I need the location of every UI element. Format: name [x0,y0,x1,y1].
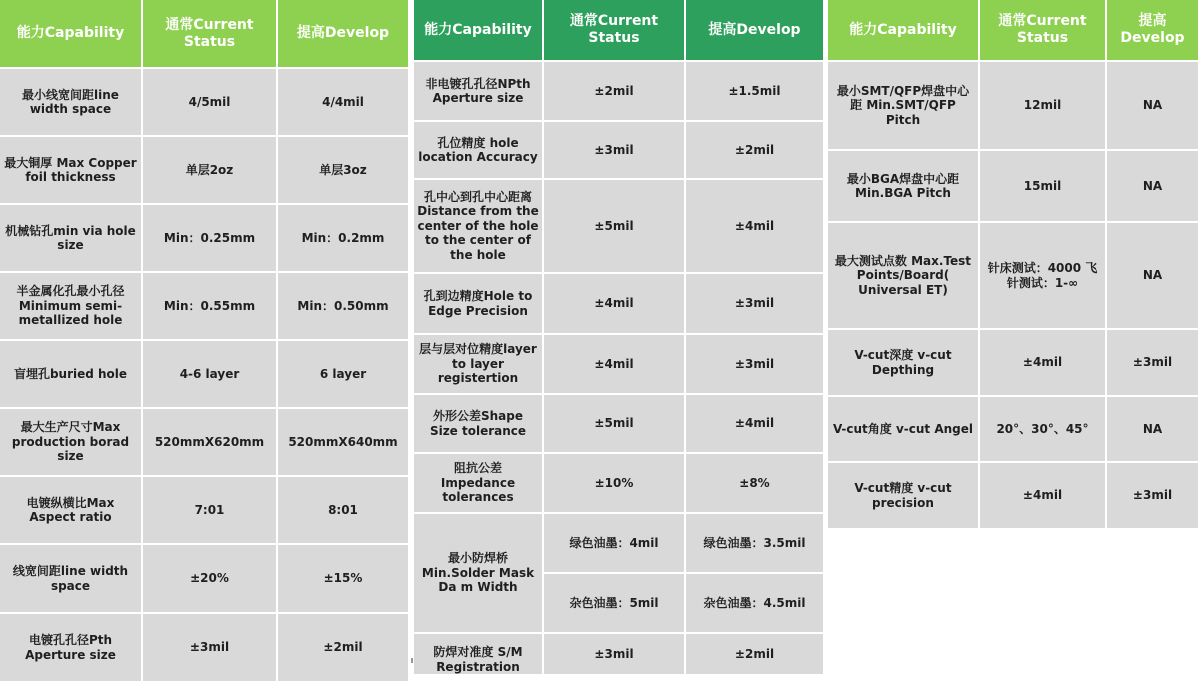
develop-cell: ±2mil [686,122,825,180]
table-header-row [0,0,410,69]
table-row [0,69,410,137]
current-status-cell: ±20% [143,545,278,614]
current-status-cell: ±10% [544,454,686,514]
table-row [0,205,410,273]
current-status-cell: ±5mil [544,395,686,454]
develop-cell: ±1.5mil [686,62,825,122]
capability-cell: V-cut精度 v-cut precision [828,463,980,530]
develop-cell: NA [1107,397,1200,463]
table-header-row [828,0,1200,62]
capability-cell: 盲埋孔buried hole [0,341,143,409]
current-status-cell: 15mil [980,151,1107,223]
capability-cell: 防焊对准度 S/M Registration [414,634,544,676]
develop-cell: 单层3oz [278,137,410,205]
develop-cell: 绿色油墨：3.5mil [686,514,825,574]
capability-cell: 最大测试点数 Max.Test Points/Board( Universal ET) [828,223,980,330]
capability-cell: 孔到边精度Hole to Edge Precision [414,274,544,335]
develop-cell: ±4mil [686,180,825,274]
capability-cell: 电镀孔孔径Pth Aperture size [0,614,143,683]
capability-cell: 非电镀孔孔径NPth Aperture size [414,62,544,122]
capability-cell: V-cut深度 v-cut Depthing [828,330,980,397]
table-row [828,463,1200,530]
header-develop: 提高Develop [278,0,410,69]
develop-cell: 4/4mil [278,69,410,137]
table-row [414,274,825,335]
capability-cell: 半金属化孔最小孔径 Minimum semi-metallized hole [0,273,143,341]
develop-cell: NA [1107,223,1200,330]
current-status-cell: ±3mil [143,614,278,683]
header-develop: 提高Develop [1107,0,1200,62]
capability-table-3 [828,0,1200,530]
divider-mark [411,658,413,663]
header-current-status: 通常Current Status [980,0,1107,62]
header-current-status: 通常Current Status [544,0,686,62]
table-row [0,545,410,614]
develop-cell: NA [1107,62,1200,151]
table-row [828,330,1200,397]
table-row [414,122,825,180]
capability-cell: 外形公差Shape Size tolerance [414,395,544,454]
capability-cell: V-cut角度 v-cut Angel [828,397,980,463]
capability-cell: 层与层对位精度layer to layer registertion [414,335,544,395]
current-status-cell: Min：0.55mm [143,273,278,341]
capability-cell: 最大生产尺寸Max production borad size [0,409,143,477]
capability-cell: 最大铜厚 Max Copper foil thickness [0,137,143,205]
develop-cell: ±2mil [686,634,825,676]
develop-cell: 520mmX640mm [278,409,410,477]
develop-cell: 6 layer [278,341,410,409]
table-row [0,409,410,477]
table-row [414,62,825,122]
capability-cell: 最小SMT/QFP焊盘中心距 Min.SMT/QFP Pitch [828,62,980,151]
current-status-cell: ±4mil [544,274,686,335]
header-current-status: 通常Current Status [143,0,278,69]
current-status-cell: ±4mil [980,330,1107,397]
capability-cell: 阻抗公差Impedance tolerances [414,454,544,514]
current-status-cell: 20°、30°、45° [980,397,1107,463]
develop-cell: NA [1107,151,1200,223]
current-status-cell: ±3mil [544,634,686,676]
current-status-cell: 单层2oz [143,137,278,205]
table-row [828,151,1200,223]
table-row [0,477,410,545]
capability-cell: 最小防焊桥 Min.Solder Mask Da m Width [414,514,544,634]
table-row [414,395,825,454]
table-row [0,614,410,683]
current-status-cell: Min：0.25mm [143,205,278,273]
table-row [828,62,1200,151]
table-row [414,335,825,395]
current-status-cell: 12mil [980,62,1107,151]
table-row [0,273,410,341]
develop-cell: ±3mil [686,335,825,395]
capability-cell: 孔中心到孔中心距离 Distance from the center of the hole to the center of the hole [414,180,544,274]
table-row [414,180,825,274]
develop-cell: 杂色油墨：4.5mil [686,574,825,634]
capability-cell: 电镀纵横比Max Aspect ratio [0,477,143,545]
current-status-cell: 4-6 layer [143,341,278,409]
current-status-cell: ±3mil [544,122,686,180]
table-row [414,634,825,676]
current-status-cell: ±4mil [544,335,686,395]
table-row [828,223,1200,330]
table-row [828,397,1200,463]
current-status-cell: 针床测试：4000 飞针测试：1-∞ [980,223,1107,330]
develop-cell: ±3mil [1107,463,1200,530]
develop-cell: Min：0.2mm [278,205,410,273]
header-capability: 能力Capability [828,0,980,62]
current-status-cell: 杂色油墨：5mil [544,574,686,634]
header-capability: 能力Capability [414,0,544,62]
table-row [0,341,410,409]
table-row [414,514,825,574]
capability-cell: 最小线宽间距line width space [0,69,143,137]
develop-cell: ±15% [278,545,410,614]
develop-cell: ±8% [686,454,825,514]
develop-cell: ±3mil [686,274,825,335]
current-status-cell: 4/5mil [143,69,278,137]
develop-cell: ±2mil [278,614,410,683]
capability-cell: 机械钻孔min via hole size [0,205,143,273]
table-header-row [414,0,825,62]
develop-cell: 8:01 [278,477,410,545]
current-status-cell: ±4mil [980,463,1107,530]
header-capability: 能力Capability [0,0,143,69]
table-row [0,137,410,205]
table-row [414,454,825,514]
capability-table-1 [0,0,410,683]
develop-cell: ±4mil [686,395,825,454]
current-status-cell: ±2mil [544,62,686,122]
current-status-cell: ±5mil [544,180,686,274]
current-status-cell: 绿色油墨：4mil [544,514,686,574]
capability-table-2 [414,0,825,676]
capability-cell: 线宽间距line width space [0,545,143,614]
capability-cell: 最小BGA焊盘中心距 Min.BGA Pitch [828,151,980,223]
develop-cell: Min：0.50mm [278,273,410,341]
capability-cell: 孔位精度 hole location Accuracy [414,122,544,180]
current-status-cell: 7:01 [143,477,278,545]
develop-cell: ±3mil [1107,330,1200,397]
current-status-cell: 520mmX620mm [143,409,278,477]
header-develop: 提高Develop [686,0,825,62]
